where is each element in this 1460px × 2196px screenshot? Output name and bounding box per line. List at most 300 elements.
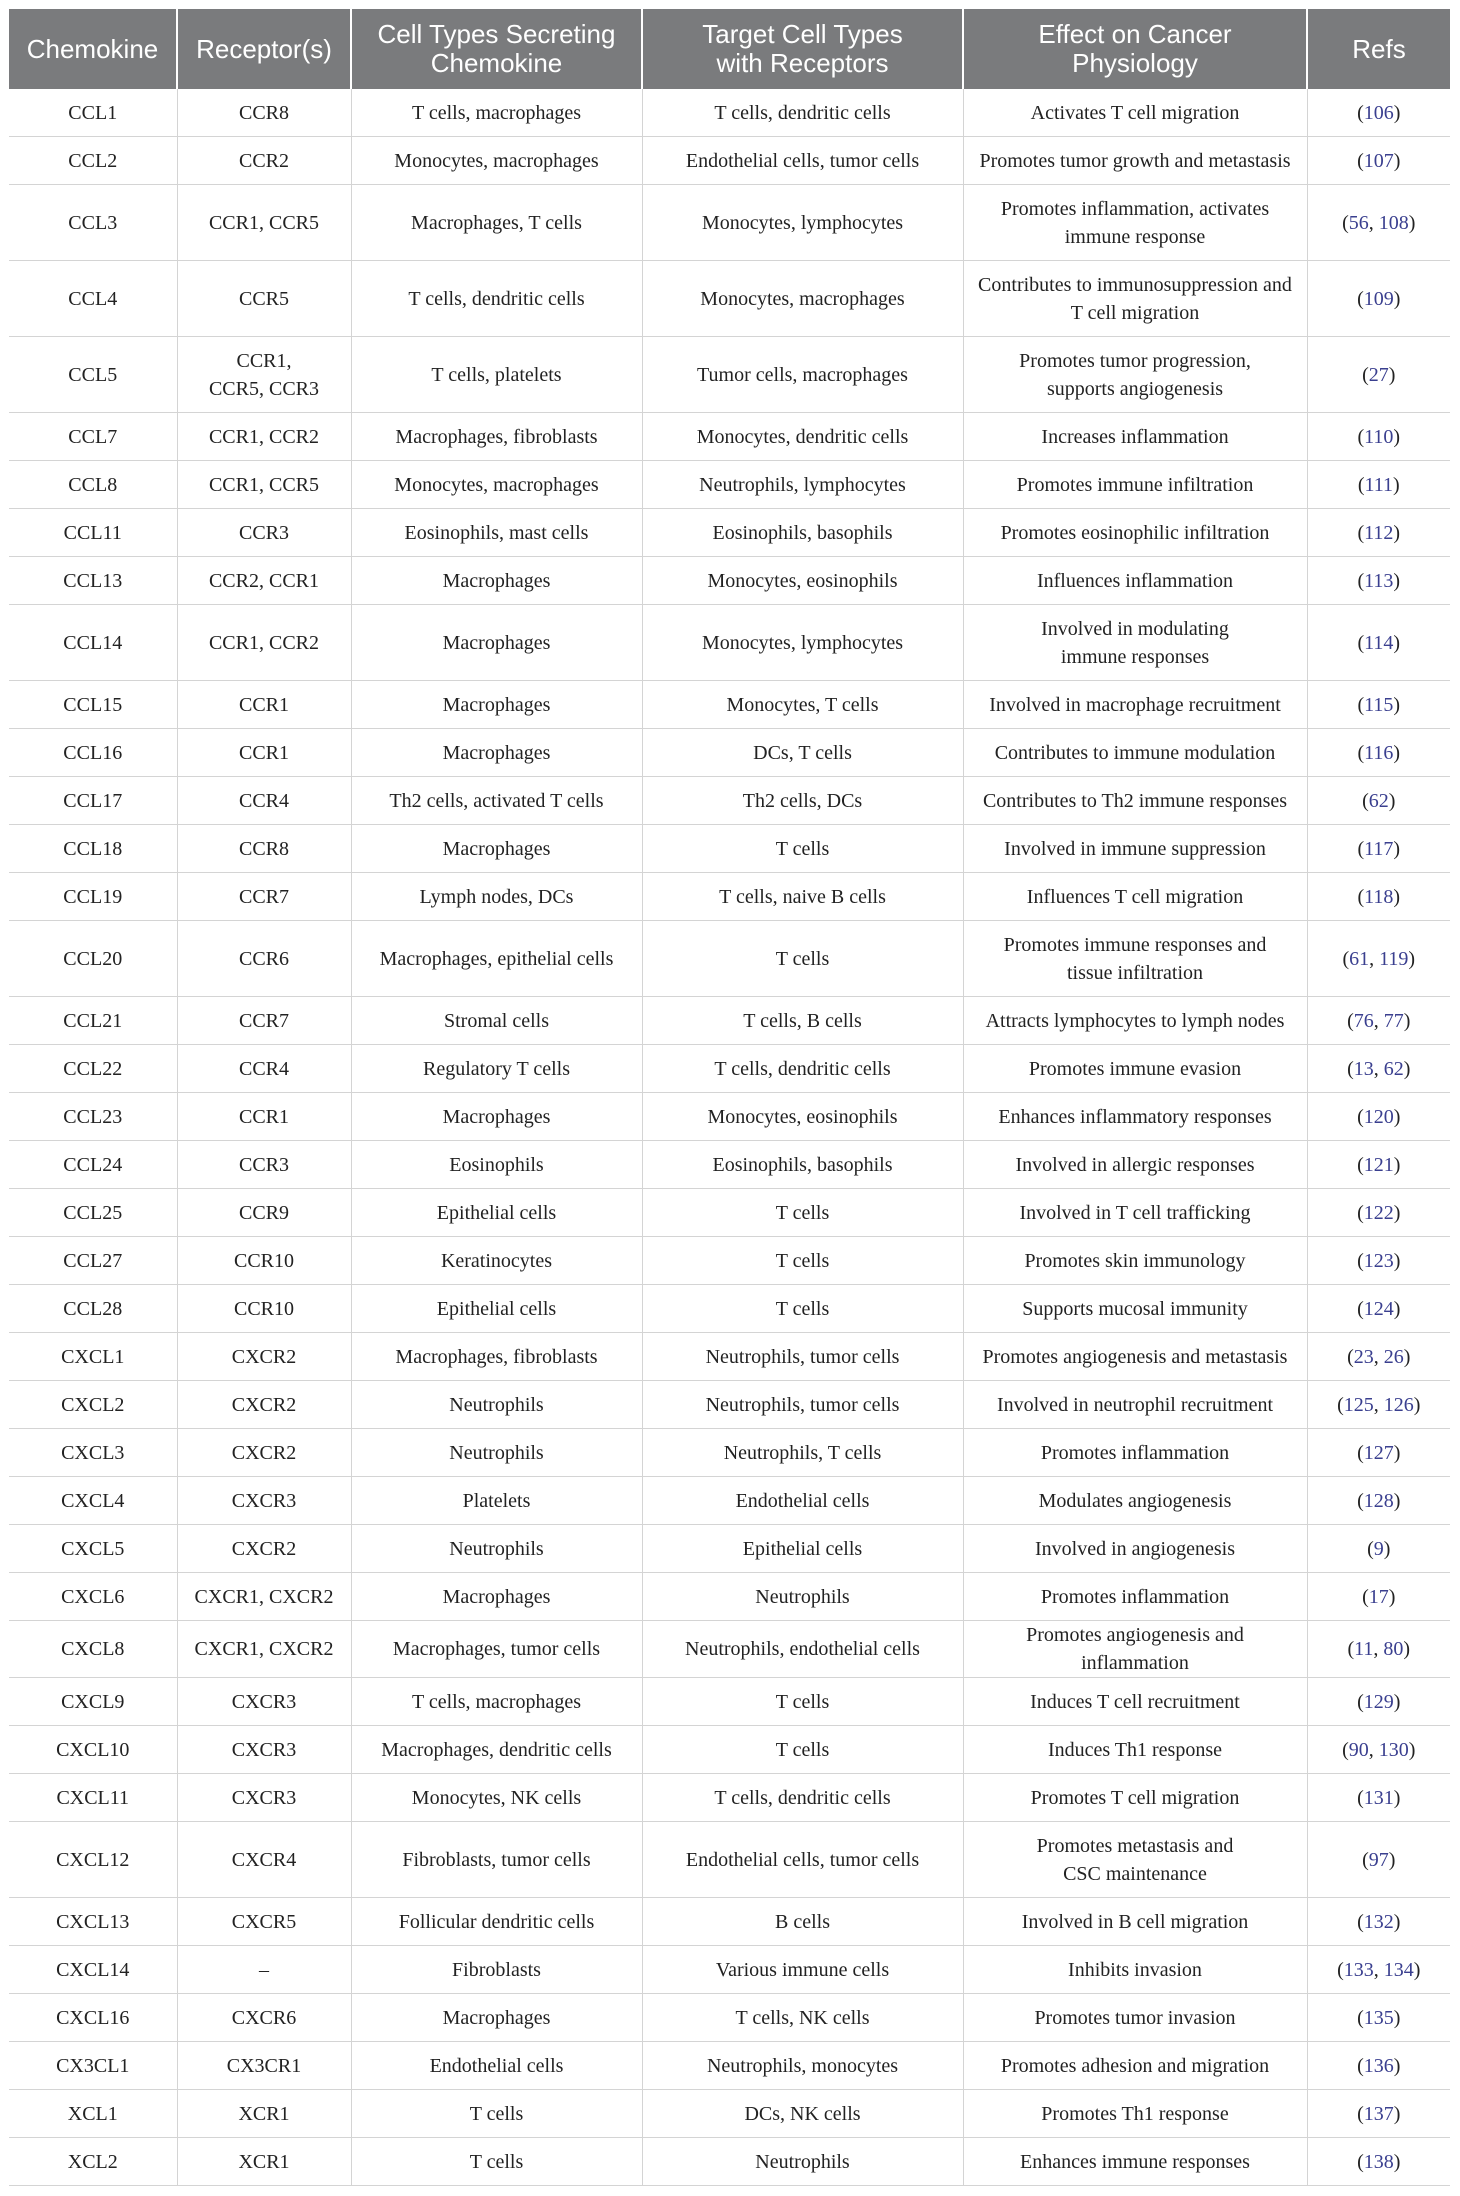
table-row	[9, 1621, 1450, 1678]
reference-link[interactable]: 130	[1378, 1738, 1409, 1761]
cell-receptor	[177, 337, 351, 413]
cell-refs: (118)	[1307, 873, 1450, 921]
cell-receptor	[177, 1237, 351, 1285]
header-target-cells	[642, 9, 963, 89]
effect-line: Promotes inflammation, activates	[1000, 197, 1270, 220]
cell-effect	[963, 729, 1307, 777]
cell-effect	[963, 1285, 1307, 1333]
cell-target: Neutrophils, tumor cells	[642, 1381, 963, 1429]
effect-line: Promotes inflammation	[1040, 1441, 1230, 1464]
cell-chemokine: CXCL10	[9, 1726, 177, 1774]
header-text-line: Effect on Cancer Physiology	[1038, 19, 1232, 78]
effect-line: Contributes to immune modulation	[994, 741, 1276, 764]
cell-target: Monocytes, lymphocytes	[642, 185, 963, 261]
cell-receptor	[177, 1726, 351, 1774]
reference-link[interactable]: 135	[1363, 2006, 1394, 2029]
cell-effect	[963, 1189, 1307, 1237]
effect-line: Promotes immune evasion	[1028, 1057, 1242, 1080]
receptor-line: CCR1	[238, 741, 290, 764]
cell-refs: (137)	[1307, 2090, 1450, 2138]
receptor-line: CXCR3	[231, 1786, 297, 1809]
cell-effect	[963, 2042, 1307, 2090]
cell-chemokine: XCL1	[9, 2090, 177, 2138]
cell-receptor	[177, 825, 351, 873]
receptor-line: CXCR3	[231, 1738, 297, 1761]
receptor-line: –	[259, 1958, 269, 1981]
receptor-line: CXCR1, CXCR2	[194, 1585, 334, 1608]
effect-line: Induces Th1 response	[1047, 1738, 1223, 1761]
effect-line: Promotes immune infiltration	[1016, 473, 1254, 496]
table-row	[9, 1141, 1450, 1189]
cell-target: DCs, T cells	[642, 729, 963, 777]
cell-chemokine: CXCL3	[9, 1429, 177, 1477]
cell-effect	[963, 1429, 1307, 1477]
reference-link[interactable]: 110	[1364, 425, 1394, 448]
reference-link[interactable]: 134	[1383, 1958, 1414, 1981]
reference-link[interactable]: 117	[1364, 837, 1394, 860]
cell-target: Tumor cells, macrophages	[642, 337, 963, 413]
effect-line: tissue infiltration	[1066, 961, 1204, 984]
header-text-line: with Receptors	[716, 48, 889, 78]
receptor-line: CXCR3	[231, 1690, 297, 1713]
table-row	[9, 337, 1450, 413]
reference-link[interactable]: 133	[1343, 1958, 1374, 1981]
reference-link[interactable]: 62	[1383, 1057, 1404, 1080]
cell-receptor	[177, 873, 351, 921]
effect-line: Promotes eosinophilic infiltration	[1000, 521, 1270, 544]
effect-line: Promotes angiogenesis and inflammation	[1026, 1624, 1244, 1674]
cell-chemokine: CCL8	[9, 461, 177, 509]
table-row	[9, 185, 1450, 261]
receptor-line: CXCR2	[231, 1441, 297, 1464]
reference-link[interactable]: 127	[1363, 1441, 1394, 1464]
cell-target: Eosinophils, basophils	[642, 1141, 963, 1189]
cell-refs: (133, 134)	[1307, 1946, 1450, 1994]
cell-refs: (17)	[1307, 1573, 1450, 1621]
effect-line: Promotes tumor progression,	[1019, 349, 1251, 372]
reference-link[interactable]: 90	[1348, 1738, 1369, 1761]
reference-link[interactable]: 123	[1363, 1249, 1394, 1272]
cell-receptor	[177, 1994, 351, 2042]
reference-link[interactable]: 138	[1363, 2150, 1394, 2173]
reference-link[interactable]: 62	[1368, 789, 1389, 812]
header-receptors	[177, 9, 351, 89]
cell-receptor	[177, 1429, 351, 1477]
table-row	[9, 873, 1450, 921]
cell-secreting: Neutrophils	[351, 1381, 642, 1429]
cell-receptor	[177, 261, 351, 337]
cell-target: Neutrophils, lymphocytes	[642, 461, 963, 509]
cell-chemokine: CXCL16	[9, 1994, 177, 2042]
reference-link[interactable]: 136	[1363, 2054, 1394, 2077]
effect-line: Inhibits invasion	[1068, 1958, 1202, 1981]
cell-refs: (138)	[1307, 2138, 1450, 2186]
reference-link[interactable]: 56	[1348, 211, 1369, 234]
cell-secreting: Macrophages	[351, 605, 642, 681]
cell-receptor	[177, 921, 351, 997]
table-row	[9, 1237, 1450, 1285]
effect-line: Enhances inflammatory responses	[998, 1105, 1272, 1128]
cell-refs: (107)	[1307, 137, 1450, 185]
table-row	[9, 1189, 1450, 1237]
cell-effect	[963, 921, 1307, 997]
table-row	[9, 1678, 1450, 1726]
header-chemokine	[9, 9, 177, 89]
table-row	[9, 997, 1450, 1045]
cell-target: Endothelial cells	[642, 1477, 963, 1525]
reference-link[interactable]: 9	[1373, 1537, 1384, 1560]
reference-link[interactable]: 97	[1368, 1848, 1389, 1871]
receptor-line: XCR1	[238, 2150, 290, 2173]
cell-target: Th2 cells, DCs	[642, 777, 963, 825]
reference-link[interactable]: 23	[1353, 1345, 1374, 1368]
receptor-line: CXCR1, CXCR2	[194, 1638, 334, 1660]
cell-refs: (123)	[1307, 1237, 1450, 1285]
cell-receptor	[177, 1946, 351, 1994]
cell-chemokine: CXCL5	[9, 1525, 177, 1573]
cell-refs: (122)	[1307, 1189, 1450, 1237]
table-row	[9, 1045, 1450, 1093]
cell-refs: (124)	[1307, 1285, 1450, 1333]
cell-refs: (136)	[1307, 2042, 1450, 2090]
cell-receptor	[177, 729, 351, 777]
chemokine-table-container	[9, 9, 1450, 2186]
cell-chemokine: CCL14	[9, 605, 177, 681]
receptor-line: CX3CR1	[226, 2054, 302, 2077]
cell-chemokine: CX3CL1	[9, 2042, 177, 2090]
cell-secreting: Monocytes, macrophages	[351, 461, 642, 509]
cell-secreting: Macrophages	[351, 681, 642, 729]
cell-receptor	[177, 1898, 351, 1946]
cell-secreting: Eosinophils, mast cells	[351, 509, 642, 557]
effect-line: Attracts lymphocytes to lymph nodes	[985, 1009, 1285, 1032]
receptor-line: CCR6	[238, 947, 290, 970]
cell-receptor	[177, 1285, 351, 1333]
receptor-line: CCR1, CCR5	[208, 211, 320, 234]
header-row	[9, 9, 1450, 89]
reference-link[interactable]: 107	[1363, 149, 1394, 172]
effect-line: Promotes skin immunology	[1024, 1249, 1246, 1272]
table-row	[9, 777, 1450, 825]
cell-receptor	[177, 1189, 351, 1237]
cell-receptor	[177, 557, 351, 605]
reference-link[interactable]: 122	[1363, 1201, 1394, 1224]
reference-link[interactable]: 61	[1349, 947, 1370, 970]
cell-chemokine: CCL13	[9, 557, 177, 605]
cell-refs: (27)	[1307, 337, 1450, 413]
cell-receptor	[177, 2090, 351, 2138]
cell-chemokine: CCL4	[9, 261, 177, 337]
receptor-line: CXCR3	[231, 1489, 297, 1512]
cell-effect	[963, 777, 1307, 825]
cell-chemokine: CCL16	[9, 729, 177, 777]
table-row	[9, 461, 1450, 509]
cell-receptor	[177, 461, 351, 509]
cell-effect	[963, 1237, 1307, 1285]
reference-link[interactable]: 76	[1353, 1009, 1374, 1032]
receptor-line: CCR1, CCR2	[208, 425, 320, 448]
effect-line: Contributes to Th2 immune responses	[982, 789, 1288, 812]
cell-secreting: Macrophages	[351, 1573, 642, 1621]
reference-link[interactable]: 77	[1383, 1009, 1404, 1032]
cell-chemokine: CXCL13	[9, 1898, 177, 1946]
cell-chemokine: CCL3	[9, 185, 177, 261]
cell-receptor	[177, 1045, 351, 1093]
cell-effect	[963, 509, 1307, 557]
header-text-line: Target Cell Types	[702, 19, 903, 49]
cell-refs: (111)	[1307, 461, 1450, 509]
cell-refs: (106)	[1307, 89, 1450, 137]
cell-effect	[963, 1333, 1307, 1381]
cell-chemokine: CXCL6	[9, 1573, 177, 1621]
cell-receptor	[177, 1822, 351, 1898]
cell-secreting: Macrophages	[351, 1093, 642, 1141]
cell-secreting: Macrophages, dendritic cells	[351, 1726, 642, 1774]
header-secreting-cells	[351, 9, 642, 89]
cell-secreting: T cells, macrophages	[351, 1678, 642, 1726]
cell-effect	[963, 1994, 1307, 2042]
cell-secreting: Macrophages	[351, 729, 642, 777]
header-text-line: Chemokine	[430, 48, 563, 78]
cell-chemokine: XCL2	[9, 2138, 177, 2186]
effect-line: Modulates angiogenesis	[1038, 1489, 1232, 1512]
reference-link[interactable]: 112	[1364, 521, 1394, 544]
cell-effect	[963, 137, 1307, 185]
cell-chemokine: CCL24	[9, 1141, 177, 1189]
cell-secreting: Macrophages	[351, 557, 642, 605]
reference-link[interactable]: 126	[1383, 1393, 1414, 1416]
reference-link[interactable]: 80	[1383, 1638, 1404, 1660]
table-row	[9, 1285, 1450, 1333]
cell-effect	[963, 1726, 1307, 1774]
cell-secreting: T cells, dendritic cells	[351, 261, 642, 337]
cell-effect	[963, 1045, 1307, 1093]
cell-effect	[963, 1477, 1307, 1525]
table-row	[9, 509, 1450, 557]
effect-line: Promotes adhesion and migration	[1000, 2054, 1270, 2077]
cell-refs: (109)	[1307, 261, 1450, 337]
table-row	[9, 1822, 1450, 1898]
effect-line: Involved in allergic responses	[1015, 1153, 1255, 1176]
cell-refs: (132)	[1307, 1898, 1450, 1946]
effect-line: Promotes T cell migration	[1030, 1786, 1240, 1809]
receptor-line: CCR5, CCR3	[208, 377, 320, 400]
cell-secreting: Lymph nodes, DCs	[351, 873, 642, 921]
effect-line: Activates T cell migration	[1030, 101, 1240, 124]
cell-effect	[963, 1141, 1307, 1189]
receptor-line: CCR7	[238, 1009, 290, 1032]
reference-link[interactable]: 119	[1379, 947, 1409, 970]
header-text-line: Cell Types Secreting	[377, 19, 616, 49]
reference-link[interactable]: 106	[1363, 101, 1394, 124]
cell-refs: (121)	[1307, 1141, 1450, 1189]
receptor-line: CCR1, CCR5	[208, 473, 320, 496]
cell-effect	[963, 825, 1307, 873]
cell-refs: (61, 119)	[1307, 921, 1450, 997]
cell-target: T cells	[642, 1678, 963, 1726]
cell-refs: (135)	[1307, 1994, 1450, 2042]
cell-chemokine: CXCL12	[9, 1822, 177, 1898]
header-effect	[963, 9, 1307, 89]
cell-refs: (125, 126)	[1307, 1381, 1450, 1429]
cell-refs: (76, 77)	[1307, 997, 1450, 1045]
reference-link[interactable]: 132	[1363, 1910, 1394, 1933]
cell-secreting: Macrophages, fibroblasts	[351, 413, 642, 461]
cell-chemokine: CXCL8	[9, 1621, 177, 1678]
receptor-line: CCR1	[238, 693, 290, 716]
reference-link[interactable]: 17	[1368, 1585, 1389, 1608]
reference-link[interactable]: 11	[1354, 1638, 1374, 1660]
cell-chemokine: CCL15	[9, 681, 177, 729]
reference-link[interactable]: 137	[1363, 2102, 1394, 2125]
receptor-line: CXCR2	[231, 1393, 297, 1416]
reference-link[interactable]: 121	[1363, 1153, 1394, 1176]
cell-target: T cells, NK cells	[642, 1994, 963, 2042]
cell-receptor	[177, 1525, 351, 1573]
header-text-line: Chemokine	[26, 33, 159, 64]
cell-secreting: T cells, platelets	[351, 337, 642, 413]
effect-line: Involved in T cell trafficking	[1019, 1201, 1251, 1224]
table-body	[9, 89, 1450, 2186]
reference-link[interactable]: 120	[1363, 1105, 1394, 1128]
table-row	[9, 261, 1450, 337]
receptor-line: XCR1	[238, 2102, 290, 2125]
receptor-line: CCR8	[238, 101, 290, 124]
table-row	[9, 2042, 1450, 2090]
cell-refs: (13, 62)	[1307, 1045, 1450, 1093]
cell-effect	[963, 261, 1307, 337]
cell-chemokine: CXCL14	[9, 1946, 177, 1994]
cell-receptor	[177, 2042, 351, 2090]
effect-line: Involved in B cell migration	[1021, 1910, 1249, 1933]
table-row	[9, 1573, 1450, 1621]
cell-target: Monocytes, dendritic cells	[642, 413, 963, 461]
receptor-line: CXCR6	[231, 2006, 297, 2029]
cell-receptor	[177, 137, 351, 185]
cell-secreting: Keratinocytes	[351, 1237, 642, 1285]
effect-line: supports angiogenesis	[1046, 377, 1224, 400]
cell-target: Neutrophils, T cells	[642, 1429, 963, 1477]
cell-chemokine: CCL11	[9, 509, 177, 557]
reference-link[interactable]: 124	[1363, 1297, 1394, 1320]
receptor-line: CCR1,	[236, 349, 292, 372]
effect-line: Influences inflammation	[1036, 569, 1234, 592]
reference-link[interactable]: 114	[1364, 631, 1394, 654]
table-row	[9, 137, 1450, 185]
cell-target: Monocytes, eosinophils	[642, 557, 963, 605]
reference-link[interactable]: 116	[1364, 741, 1394, 764]
cell-effect	[963, 185, 1307, 261]
cell-refs: (110)	[1307, 413, 1450, 461]
cell-target: T cells	[642, 1285, 963, 1333]
effect-line: CSC maintenance	[1063, 1862, 1207, 1885]
cell-receptor	[177, 1141, 351, 1189]
cell-refs: (90, 130)	[1307, 1726, 1450, 1774]
cell-target: Monocytes, macrophages	[642, 261, 963, 337]
cell-target: Neutrophils, tumor cells	[642, 1333, 963, 1381]
cell-effect	[963, 1621, 1307, 1678]
cell-effect	[963, 89, 1307, 137]
cell-receptor	[177, 1573, 351, 1621]
reference-link[interactable]: 111	[1364, 473, 1393, 496]
reference-link[interactable]: 108	[1378, 211, 1409, 234]
cell-refs: (62)	[1307, 777, 1450, 825]
cell-target: Various immune cells	[642, 1946, 963, 1994]
cell-target: T cells	[642, 921, 963, 997]
cell-refs: (127)	[1307, 1429, 1450, 1477]
table-row	[9, 1774, 1450, 1822]
cell-secreting: Endothelial cells	[351, 2042, 642, 2090]
cell-chemokine: CCL19	[9, 873, 177, 921]
cell-chemokine: CCL21	[9, 997, 177, 1045]
receptor-line: CCR3	[238, 521, 290, 544]
reference-link[interactable]: 27	[1368, 363, 1389, 386]
reference-link[interactable]: 129	[1363, 1690, 1394, 1713]
cell-chemokine: CCL5	[9, 337, 177, 413]
table-row	[9, 1477, 1450, 1525]
reference-link[interactable]: 109	[1363, 287, 1394, 310]
reference-link[interactable]: 131	[1363, 1786, 1394, 1809]
cell-chemokine: CXCL4	[9, 1477, 177, 1525]
cell-receptor	[177, 2138, 351, 2186]
cell-chemokine: CCL17	[9, 777, 177, 825]
cell-target: T cells	[642, 825, 963, 873]
cell-target: Epithelial cells	[642, 1525, 963, 1573]
cell-secreting: Neutrophils	[351, 1525, 642, 1573]
cell-chemokine: CCL20	[9, 921, 177, 997]
table-row	[9, 89, 1450, 137]
cell-chemokine: CCL22	[9, 1045, 177, 1093]
cell-secreting: Fibroblasts	[351, 1946, 642, 1994]
cell-target: T cells, dendritic cells	[642, 1045, 963, 1093]
cell-secreting: Follicular dendritic cells	[351, 1898, 642, 1946]
effect-line: Increases inflammation	[1041, 425, 1229, 448]
table-row	[9, 921, 1450, 997]
effect-line: Enhances immune responses	[1020, 2150, 1250, 2173]
reference-link[interactable]: 128	[1363, 1489, 1394, 1512]
cell-effect	[963, 1946, 1307, 1994]
effect-line: Promotes Th1 response	[1041, 2102, 1229, 2125]
cell-target: DCs, NK cells	[642, 2090, 963, 2138]
table-row	[9, 1946, 1450, 1994]
table-row	[9, 1994, 1450, 2042]
cell-receptor	[177, 1093, 351, 1141]
reference-link[interactable]: 113	[1364, 569, 1394, 592]
cell-refs: (114)	[1307, 605, 1450, 681]
receptor-line: CCR8	[238, 837, 290, 860]
reference-link[interactable]: 13	[1353, 1057, 1374, 1080]
receptor-line: CCR1	[238, 1105, 290, 1128]
receptor-line: CCR5	[238, 287, 290, 310]
cell-chemokine: CXCL2	[9, 1381, 177, 1429]
reference-link[interactable]: 118	[1364, 885, 1394, 908]
reference-link[interactable]: 115	[1364, 693, 1394, 716]
cell-secreting: Fibroblasts, tumor cells	[351, 1822, 642, 1898]
table-row	[9, 557, 1450, 605]
cell-effect	[963, 1678, 1307, 1726]
cell-receptor	[177, 413, 351, 461]
effect-line: Involved in neutrophil recruitment	[996, 1393, 1274, 1416]
reference-link[interactable]: 26	[1383, 1345, 1404, 1368]
cell-secreting: Th2 cells, activated T cells	[351, 777, 642, 825]
cell-effect	[963, 557, 1307, 605]
reference-link[interactable]: 125	[1343, 1393, 1374, 1416]
cell-target: Neutrophils	[642, 1573, 963, 1621]
cell-secreting: Monocytes, NK cells	[351, 1774, 642, 1822]
cell-chemokine: CCL7	[9, 413, 177, 461]
receptor-line: CXCR2	[231, 1345, 297, 1368]
receptor-line: CCR10	[233, 1249, 295, 1272]
